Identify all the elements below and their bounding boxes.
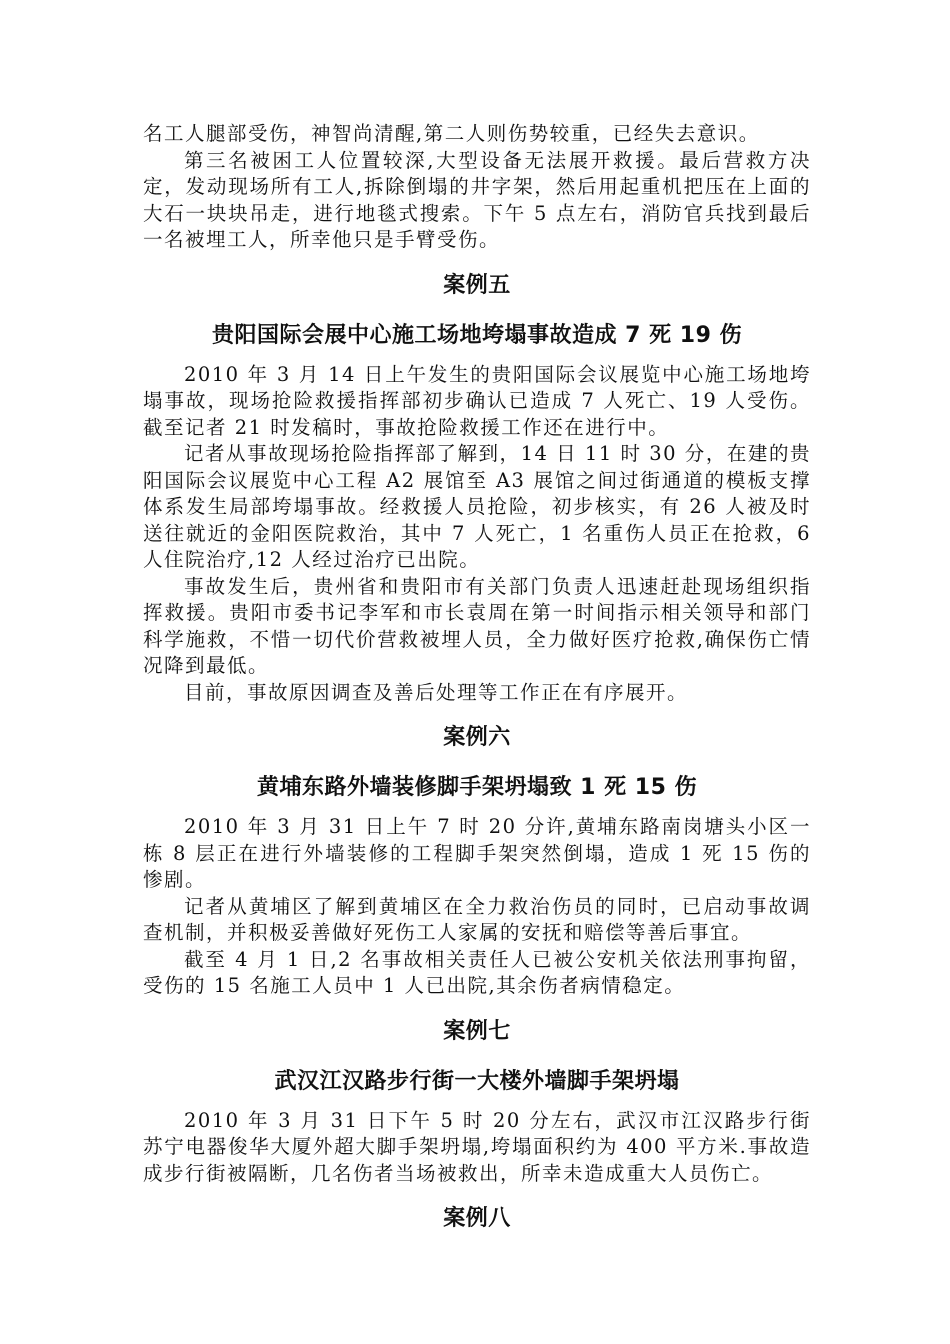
case-eight-label: 案例八 [443, 1206, 511, 1231]
case-six-label: 案例六 [443, 725, 511, 750]
case-five-paragraph-1: 2010 年 3 月 14 日上午发生的贵阳国际会议展览中心施工场地垮塌事故，现场抢险救援指挥部初步确认已造成 7 人死亡、19 人受伤。截至记者 21 时发稿时，事故抢险救援工作还在进行中。 [143, 362, 811, 439]
case-six-paragraph-3: 截至 4 月 1 日,2 名事故相关责任人已被公安机关依法刑事拘留，受伤的 15 名施工人员中 1 人已出院,其余伤者病情稳定。 [143, 947, 811, 997]
case-five-label: 案例五 [443, 272, 511, 298]
case-seven-label: 案例七 [443, 1018, 511, 1044]
case-five-paragraph-2: 记者从事故现场抢险指挥部了解到，14 日 11 时 30 分，在建的贵阳国际会议展览中心工程 A2 展馆至 A3 展馆之间过街通道的模板支撑体系发生局部垮塌事故。经救援人员抢险，初步核实，有 26 人被及时送往就近的金阳医院救治，其中 7 人死亡，1 名重伤人员正在抢救，6 人住院治疗,12 人经过治疗已出院。 [143, 442, 811, 571]
case-six-title: 黄埔东路外墙装修脚手架坍塌致 1 死 15 伤 [256, 775, 698, 800]
case-five-paragraph-4: 目前，事故原因调查及善后处理等工作正在有序展开。 [183, 680, 688, 704]
intro-paragraph-1: 名工人腿部受伤，神智尚清醒,第二人则伤势较重，已经失去意识。 [143, 122, 760, 145]
case-six-paragraph-2: 记者从黄埔区了解到黄埔区在全力救治伤员的同时，已启动事故调查机制，并积极妥善做好死伤工人家属的安抚和赔偿等善后事宜。 [143, 894, 811, 944]
case-seven-title: 武汉江汉路步行街一大楼外墙脚手架坍塌 [274, 1068, 680, 1094]
case-six-paragraph-1: 2010 年 3 月 31 日上午 7 时 20 分许,黄埔东路南岗塘头小区一栋 8 层正在进行外墙装修的工程脚手架突然倒塌，造成 1 死 15 伤的惨剧。 [143, 815, 811, 891]
case-five-title: 贵阳国际会展中心施工场地垮塌事故造成 7 死 19 伤 [211, 322, 743, 348]
intro-paragraph-2: 第三名被困工人位置较深,大型设备无法展开救援。最后营救方决定，发动现场所有工人,拆除倒塌的井字架，然后用起重机把压在上面的大石一块块吊走，进行地毯式搜索。下午 5 点左右，消防官兵找到最后一名被埋工人，所幸他只是手臂受伤。 [143, 148, 811, 251]
case-seven-paragraph-1: 2010 年 3 月 31 日下午 5 时 20 分左右，武汉市江汉路步行街苏宁电器俊华大厦外超大脚手架坍塌,垮塌面积约为 400 平方米.事故造成步行街被隔断，几名伤者当场被救出，所幸未造成重大人员伤亡。 [143, 1108, 811, 1185]
document-body [143, 121, 811, 1255]
case-five-paragraph-3: 事故发生后，贵州省和贵阳市有关部门负责人迅速赶赴现场组织指挥救援。贵阳市委书记李军和市长袁周在第一时间指示相关领导和部门科学施救，不惜一切代价营救被埋人员，全力做好医疗抢救,确保伤亡情况降到最低。 [143, 574, 811, 677]
